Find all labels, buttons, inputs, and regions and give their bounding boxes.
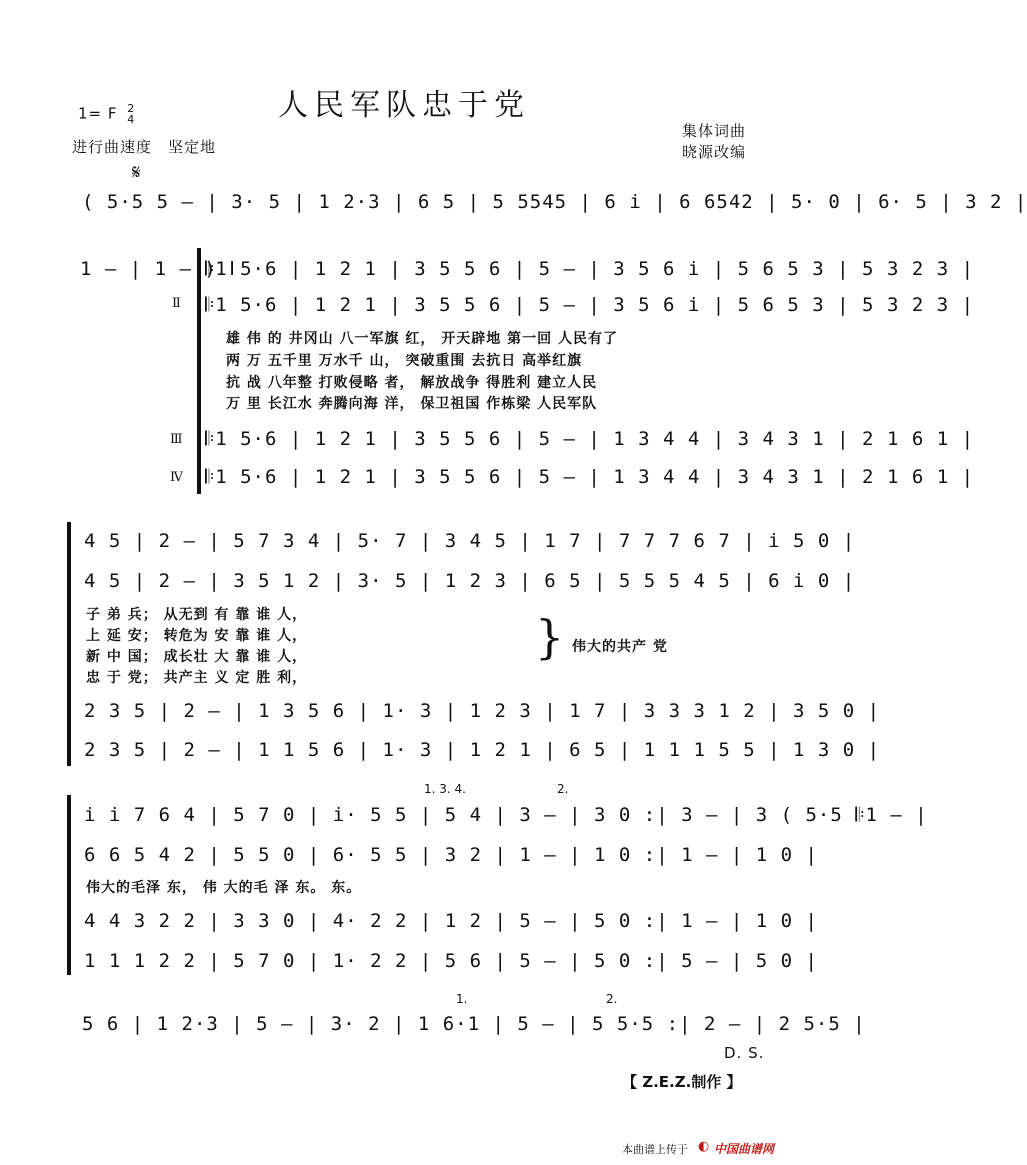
arranger-credit: 晓源改编: [682, 143, 747, 161]
page-title: 人民军队忠于党: [278, 88, 530, 123]
site-logo-text: 中国曲谱网: [714, 1142, 775, 1156]
maker-credit: 【 Z.E.Z.制作 】: [622, 1073, 742, 1091]
key-label: 1= F: [78, 104, 118, 123]
system2-lyric4: 忠 于 党； 共产主 义 定 胜 利，: [86, 670, 308, 686]
site-logo-icon: ◐: [698, 1139, 710, 1154]
voice1-line: 𝄆1 5·6 | 1 2 1 | 3 5 5 6 | 5 — | 3 5 6 i | 5 6 5 3 | 5 3 2 3 |: [205, 258, 975, 280]
system3-voice3: 4 4 3 2 2 | 3 3 0 | 4· 2 2 | 1 2 | 5 — | 5 0 :| 1 — | 1 0 |: [84, 910, 818, 932]
system1-lead-in: 1 — | 1 — ) Ⅰ: [80, 258, 236, 280]
voice2-line: 𝄆1 5·6 | 1 2 1 | 3 5 5 6 | 5 — | 3 5 6 i | 5 6 5 3 | 5 3 2 3 |: [205, 294, 975, 316]
lyric-verse2: 两 万 五千里 万水千 山， 突破重围 去抗日 高举红旗: [226, 353, 583, 369]
system2-voice1: 4 5 | 2 — | 5 7 3 4 | 5· 7 | 3 4 5 | 1 7 | 7 7 7 6 7 | i 5 0 |: [84, 530, 856, 552]
time-sig-numerator: 2: [127, 102, 136, 115]
system2-voice4: 2 3 5 | 2 — | 1 1 5 6 | 1· 3 | 1 2 1 | 6 5 | 1 1 1 5 5 | 1 3 0 |: [84, 739, 881, 761]
lyric-verse1: 雄 伟 的 井冈山 八一军旗 红， 开天辟地 第一回 人民有了: [226, 331, 618, 347]
lyric-verse4: 万 里 长江水 奔腾向海 洋， 保卫祖国 作栋梁 人民军队: [226, 396, 598, 412]
voice3-line: 𝄆1 5·6 | 1 2 1 | 3 5 5 6 | 5 — | 1 3 4 4 | 3 4 3 1 | 2 1 6 1 |: [205, 428, 975, 450]
system2-lyric1: 子 弟 兵； 从无到 有 靠 谁 人，: [86, 607, 308, 623]
voice3-label: Ⅲ: [170, 432, 183, 447]
system2-lyric2: 上 延 安； 转危为 安 靠 谁 人，: [86, 628, 308, 644]
volta-second: 2.: [557, 782, 569, 796]
system3-voice4: 1 1 1 2 2 | 5 7 0 | 1· 2 2 | 5 6 | 5 — | 5 0 :| 5 — | 5 0 |: [84, 950, 818, 972]
system3-bracket: [67, 795, 71, 975]
tempo-marking: 进行曲速度 坚定地: [72, 138, 217, 156]
voice2-label: Ⅱ: [172, 296, 181, 311]
system3-voice2: 6 6 5 4 2 | 5 5 0 | 6· 5 5 | 3 2 | 1 — | 1 0 :| 1 — | 1 0 |: [84, 844, 818, 866]
refrain-lyric: 伟大的共产 党: [572, 639, 668, 655]
system2-bracket: [67, 522, 71, 766]
system2-voice2: 4 5 | 2 — | 3 5 1 2 | 3· 5 | 1 2 3 | 6 5 | 5 5 5 4 5 | 6 i 0 |: [84, 570, 856, 592]
system3-lyric: 伟大的毛泽 东， 伟 大的毛 泽 东。 东。: [86, 880, 362, 896]
system3-voice1: i i 7 6 4 | 5 7 0 | i· 5 5 | 5 4 | 3 — | 3 0 :| 3 — | 3 ( 5·5 𝄆1 — |: [84, 804, 928, 826]
lyric-brace: }: [535, 610, 565, 664]
intro-line: ( 5·5 5 — | 3· 5 | 1 2·3 | 6 5 | 5 5545 | 6 i | 6 6542 | 5· 0 | 6· 5 | 3 2 |: [82, 191, 1027, 213]
voice4-label: Ⅳ: [170, 470, 183, 485]
time-signature: [127, 103, 135, 125]
system2-lyric3: 新 中 国； 成长壮 大 靠 谁 人，: [86, 649, 308, 665]
key-signature: [78, 103, 135, 125]
footer-uploaded-text: 本曲谱上传于: [622, 1143, 688, 1156]
system1-bracket: [197, 248, 201, 494]
volta-first: 1. 3. 4.: [424, 782, 466, 796]
coda-line: 5 6 | 1 2·3 | 5 — | 3· 2 | 1 6·1 | 5 — | 5 5·5 :| 2 — | 2 5·5 |: [82, 1013, 866, 1035]
volta-first-final: 1.: [456, 992, 468, 1006]
volta-second-final: 2.: [606, 992, 618, 1006]
time-sig-denominator: 4: [127, 113, 136, 126]
segno-sign: 𝄋: [132, 160, 141, 184]
lyric-verse3: 抗 战 八年整 打败侵略 者， 解放战争 得胜利 建立人民: [226, 375, 598, 391]
voice4-line: 𝄆1 5·6 | 1 2 1 | 3 5 5 6 | 5 — | 1 3 4 4 | 3 4 3 1 | 2 1 6 1 |: [205, 466, 975, 488]
system2-voice3: 2 3 5 | 2 — | 1 3 5 6 | 1· 3 | 1 2 3 | 1 7 | 3 3 3 1 2 | 3 5 0 |: [84, 700, 881, 722]
composer-credit: 集体词曲: [682, 122, 747, 140]
dal-segno: D. S.: [724, 1044, 765, 1062]
